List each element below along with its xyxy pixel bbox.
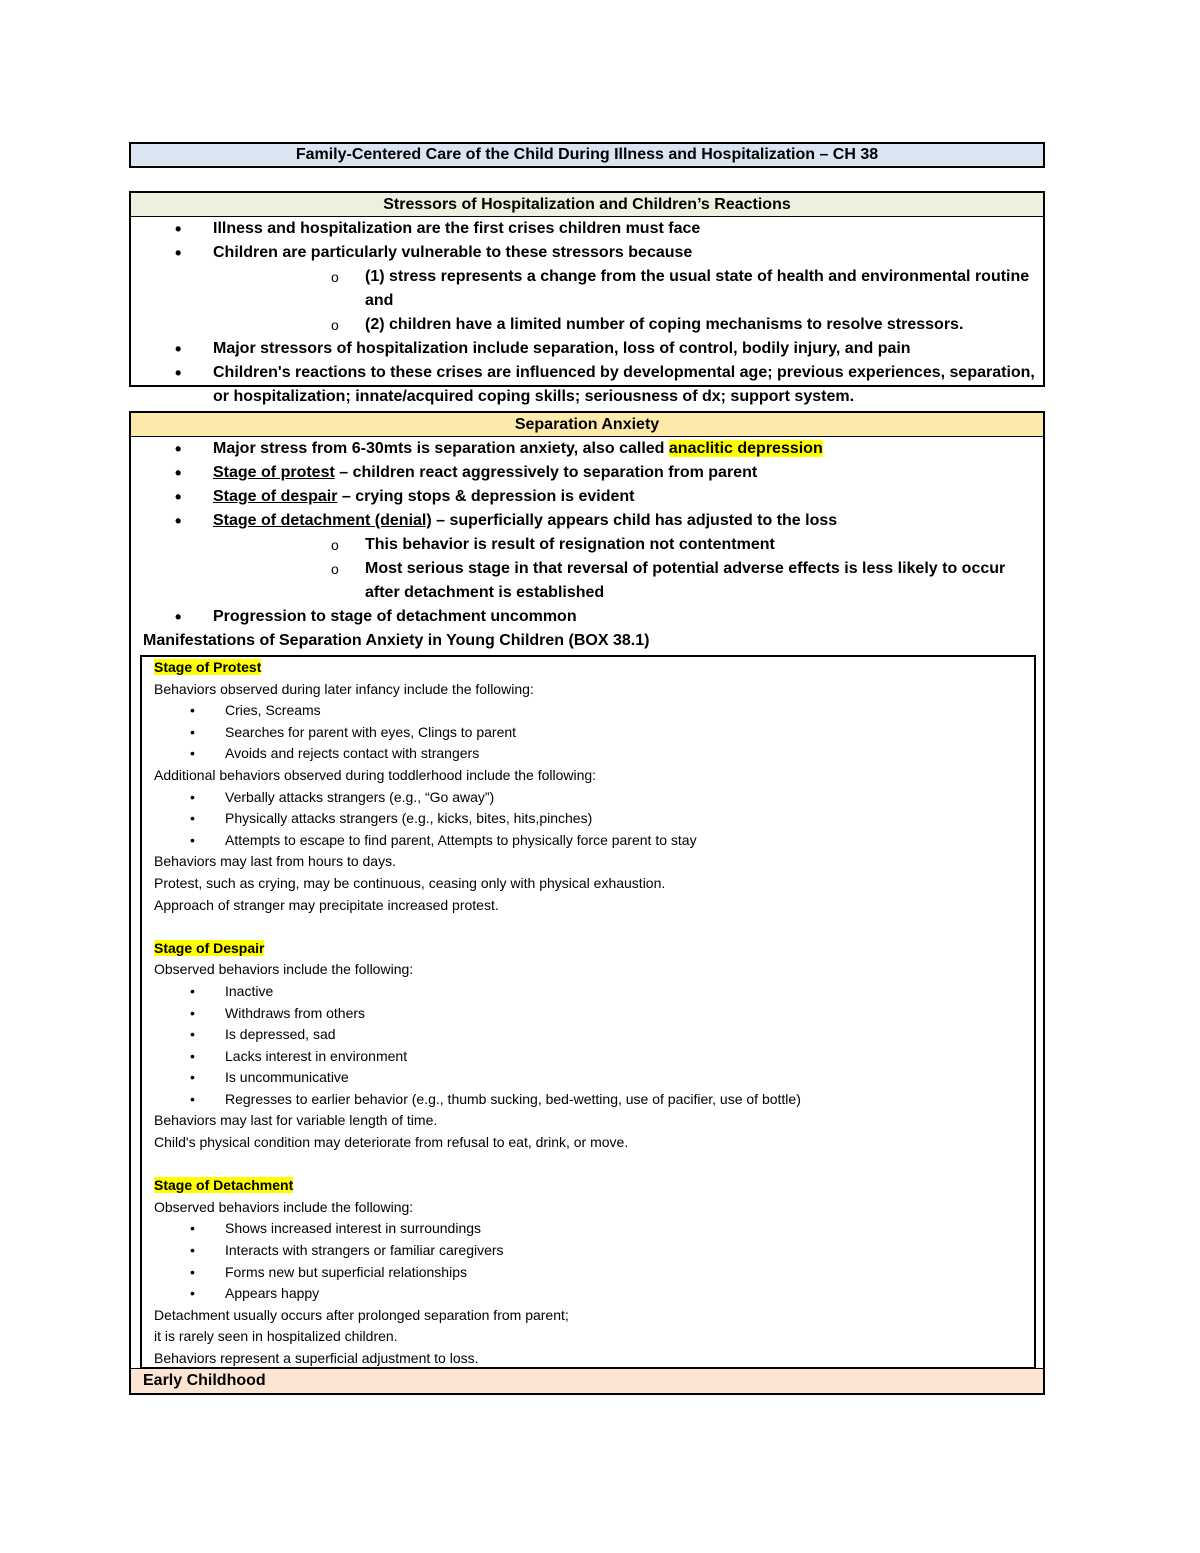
spacer (154, 1154, 1034, 1176)
detachment-list (154, 1218, 1034, 1304)
list-item (131, 485, 1043, 509)
list-item-text: – superficially appears child has adjusted to the loss (431, 512, 838, 529)
despair-list (154, 981, 1034, 1111)
list-item-text: Children are particularly vulnerable to these stressors because (213, 244, 693, 261)
separation-heading: Separation Anxiety (131, 413, 1043, 437)
list-item (131, 241, 1043, 337)
separation-anxiety-section (129, 411, 1045, 1395)
stage-detachment-label: Stage of Detachment (154, 1177, 294, 1194)
stressors-heading: Stressors of Hospitalization and Children’s Reactions (131, 193, 1043, 217)
sub-list (213, 533, 1043, 605)
list-item (131, 509, 1043, 605)
protest-intro-toddler: Additional behaviors observed during toddlerhood include the following: (154, 766, 597, 783)
stage-despair-label: Stage of Despair (154, 939, 265, 956)
list-item: • Regresses to earlier behavior (e.g., thumb sucking, bed-wetting, use of pacifier, use of bottle) (154, 1089, 1034, 1111)
document-title-box (129, 142, 1045, 168)
sub-list-item: o Most serious stage in that reversal of potential adverse effects is less likely to occur after detachment is established (213, 557, 1043, 605)
list-item (131, 437, 1043, 461)
protest-note: Behaviors may last from hours to days. (154, 853, 396, 870)
list-item: • Avoids and rejects contact with strangers (154, 743, 1034, 765)
list-item-text: – crying stops & depression is evident (337, 488, 635, 505)
despair-note: Child's physical condition may deteriorate from refusal to eat, drink, or move. (154, 1134, 629, 1151)
list-item: • Verbally attacks strangers (e.g., “Go away”) (154, 787, 1034, 809)
underlined-term: Stage of despair (213, 488, 338, 505)
sub-list (213, 265, 1043, 337)
detachment-note: Behaviors represent a superficial adjustment to loss. (154, 1350, 479, 1366)
list-item-text: Major stress from 6-30mts is separation anxiety, also called (213, 440, 669, 457)
box-38-1 (140, 655, 1036, 1369)
underlined-term: Stage of protest (213, 464, 335, 481)
sub-list-item: o This behavior is result of resignation not contentment (213, 533, 1043, 557)
list-item: • Interacts with strangers or familiar caregivers (154, 1240, 1034, 1262)
list-item (131, 461, 1043, 485)
sub-list-item: o (1) stress represents a change from the usual state of health and environmental routine and (213, 265, 1043, 313)
detachment-note: Detachment usually occurs after prolonged separation from parent; (154, 1306, 569, 1323)
list-item: • Major stressors of hospitalization include separation, loss of control, bodily injury, and pain (131, 337, 1043, 361)
list-item: • Physically attacks strangers (e.g., kicks, bites, hits,pinches) (154, 808, 1034, 830)
stressors-list (131, 217, 1043, 409)
protest-note: Protest, such as crying, may be continuous, ceasing only with physical exhaustion. (154, 874, 666, 891)
list-item: • Searches for parent with eyes, Clings to parent (154, 722, 1034, 744)
list-item: • Children's reactions to these crises are influenced by developmental age; previous experiences, separation, or hospitalization; innate/acquired coping skills; seriousness of dx; support system. (131, 361, 1043, 409)
detachment-note: it is rarely seen in hospitalized children. (154, 1328, 398, 1345)
separation-list (131, 437, 1043, 629)
stage-protest-label: Stage of Protest (154, 659, 262, 675)
underlined-term: Stage of detachment (denial) (213, 512, 432, 529)
list-item-text: – children react aggressively to separation from parent (334, 464, 758, 481)
spacer (154, 916, 1034, 938)
list-item: • Attempts to escape to find parent, Attempts to physically force parent to stay (154, 830, 1034, 852)
protest-note: Approach of stranger may precipitate increased protest. (154, 896, 499, 913)
list-item: • Lacks interest in environment (154, 1046, 1034, 1068)
despair-note: Behaviors may last for variable length of time. (154, 1112, 438, 1129)
detachment-intro: Observed behaviors include the following: (154, 1198, 414, 1215)
early-childhood-heading: Early Childhood (131, 1368, 1043, 1393)
protest-infancy-list (154, 700, 1034, 765)
list-item: • Illness and hospitalization are the first crises children must face (131, 217, 1043, 241)
list-item: • Forms new but superficial relationships (154, 1262, 1034, 1284)
sub-list-item: o (2) children have a limited number of coping mechanisms to resolve stressors. (213, 313, 1043, 337)
list-item: • Cries, Screams (154, 700, 1034, 722)
list-item: • Progression to stage of detachment uncommon (131, 605, 1043, 629)
protest-toddler-list (154, 787, 1034, 852)
list-item: • Is uncommunicative (154, 1067, 1034, 1089)
list-item: • Shows increased interest in surroundings (154, 1218, 1034, 1240)
list-item: • Withdraws from others (154, 1003, 1034, 1025)
protest-intro: Behaviors observed during later infancy include the following: (154, 680, 534, 697)
list-item: • Is depressed, sad (154, 1024, 1034, 1046)
highlighted-term: anaclitic depression (668, 440, 823, 457)
document-title: Family-Centered Care of the Child During Illness and Hospitalization – CH 38 (295, 146, 879, 163)
list-item: • Inactive (154, 981, 1034, 1003)
stressors-section (129, 191, 1045, 405)
box-38-1-title: Manifestations of Separation Anxiety in Young Children (BOX 38.1) (143, 632, 650, 649)
list-item: • Appears happy (154, 1283, 1034, 1305)
despair-intro: Observed behaviors include the following: (154, 961, 414, 978)
